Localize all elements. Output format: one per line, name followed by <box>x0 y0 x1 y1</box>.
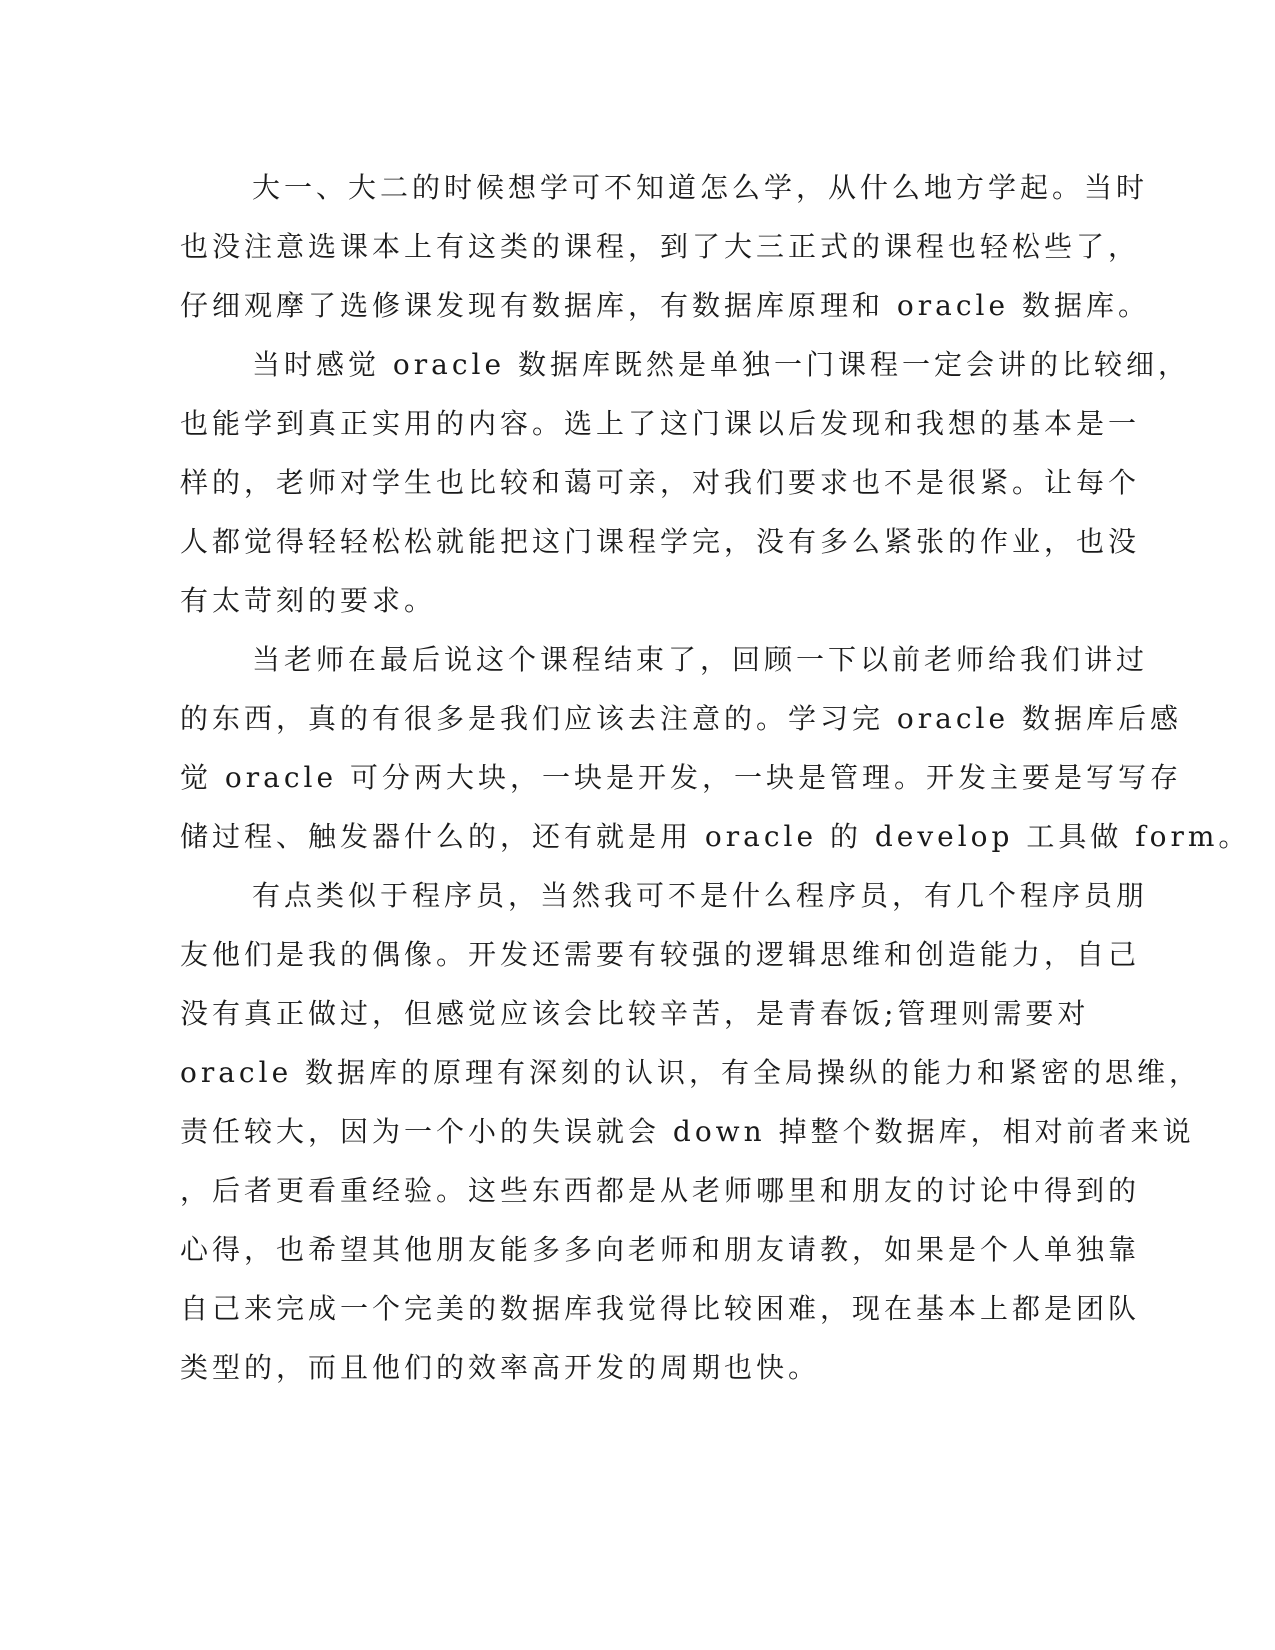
text-line: 友他们是我的偶像。开发还需要有较强的逻辑思维和创造能力，自己 <box>180 938 1141 971</box>
text-line: 大一、大二的时候想学可不知道怎么学，从什么地方学起。当时 <box>252 171 1149 204</box>
text-line: oracle 数据库的原理有深刻的认识，有全局操纵的能力和紧密的思维， <box>180 1056 1202 1089</box>
text-line: 有太苛刻的要求。 <box>180 584 437 617</box>
text-line: 责任较大，因为一个小的失误就会 down 掉整个数据库，相对前者来说 <box>180 1115 1195 1148</box>
text-line: 也没注意选课本上有这类的课程，到了大三正式的课程也轻松些了， <box>180 230 1141 263</box>
text-line: 也能学到真正实用的内容。选上了这门课以后发现和我想的基本是一 <box>180 407 1141 440</box>
text-line: 储过程、触发器什么的，还有就是用 oracle 的 develop 工具做 form。 <box>180 820 1251 853</box>
text-line: 类型的，而且他们的效率高开发的周期也快。 <box>180 1351 821 1384</box>
text-line: ，后者更看重经验。这些东西都是从老师哪里和朋友的讨论中得到的 <box>180 1174 1141 1207</box>
text-line: 的东西，真的有很多是我们应该去注意的。学习完 oracle 数据库后感 <box>180 702 1182 735</box>
text-line: 自己来完成一个完美的数据库我觉得比较困难，现在基本上都是团队 <box>180 1292 1141 1325</box>
document-body <box>180 158 1251 1397</box>
text-line: 仔细观摩了选修课发现有数据库，有数据库原理和 oracle 数据库。 <box>180 289 1150 322</box>
text-line: 人都觉得轻轻松松就能把这门课程学完，没有多么紧张的作业，也没 <box>180 525 1141 558</box>
text-line: 心得，也希望其他朋友能多多向老师和朋友请教，如果是个人单独靠 <box>180 1233 1141 1266</box>
text-line: 有点类似于程序员，当然我可不是什么程序员，有几个程序员朋 <box>252 879 1149 912</box>
text-line: 觉 oracle 可分两大块，一块是开发，一块是管理。开发主要是写写存 <box>180 761 1182 794</box>
text-line: 没有真正做过，但感觉应该会比较辛苦，是青春饭;管理则需要对 <box>180 997 1090 1030</box>
text-line: 当时感觉 oracle 数据库既然是单独一门课程一定会讲的比较细， <box>252 348 1190 381</box>
text-line: 当老师在最后说这个课程结束了，回顾一下以前老师给我们讲过 <box>252 643 1149 676</box>
text-line: 样的，老师对学生也比较和蔼可亲，对我们要求也不是很紧。让每个 <box>180 466 1141 499</box>
